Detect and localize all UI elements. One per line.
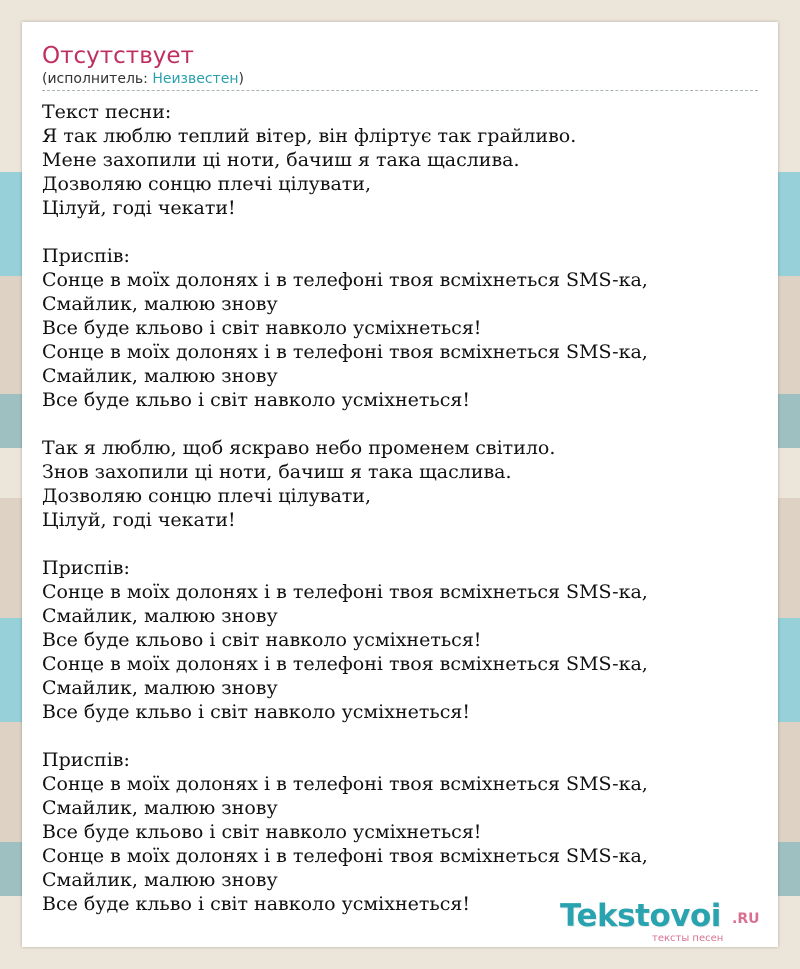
- song-title: Отсутствует: [42, 43, 194, 69]
- performer-prefix: (исполнитель:: [42, 71, 153, 87]
- site-logo[interactable]: [560, 899, 770, 945]
- logo-tld: .RU: [732, 911, 760, 927]
- song-header: [42, 42, 758, 91]
- artist-link[interactable]: Неизвестен: [152, 71, 239, 87]
- lyrics-text: Текст песни: Я так люблю теплий вітер, він фліртує так грайливо. Мене захопили ці ноти, бачиш я така щаслива. Дозволяю сонцю плечі цілувати, Цілуй, годі чекати! Приспів: Сонце в моїх долонях і в телефоні твоя всміхнеться SMS-ка, Смайлик, малюю знову Все буде кльово і світ навколо усміхнеться! Сонце в моїх долонях і в телефоні твоя всміхнеться SMS-ка, Смайлик, малюю знову Все буде кльво і світ навколо усміхнеться! Так я люблю, щоб яскраво небо променем світило. Знов захопили ці ноти, бачиш я така щаслива. Дозволяю сонцю плечі цілувати, Цілуй, годі чекати! Приспів: Сонце в моїх долонях і в телефоні твоя всміхнеться SMS-ка, Смайлик, малюю знову Все буде кльово і світ навколо усміхнеться! Сонце в моїх долонях і в телефоні твоя всміхнеться SMS-ка, Смайлик, малюю знову Все буде кльво і світ навколо усміхнеться! Приспів: Сонце в моїх долонях і в телефоні твоя всміхнеться SMS-ка, Смайлик, малюю знову Все буде кльово і світ навколо усміхнеться! Сонце в моїх долонях і в телефоні твоя всміхнеться SMS-ка, Смайлик, малюю знову Все буде кльво і світ навколо усміхнеться!: [42, 101, 648, 915]
- performer-line: [42, 70, 758, 89]
- logo-tagline: тексты песен: [652, 933, 724, 944]
- logo-name: Tekstovoi: [560, 898, 721, 934]
- performer-suffix: ): [238, 71, 244, 87]
- lyrics-card: [22, 22, 778, 947]
